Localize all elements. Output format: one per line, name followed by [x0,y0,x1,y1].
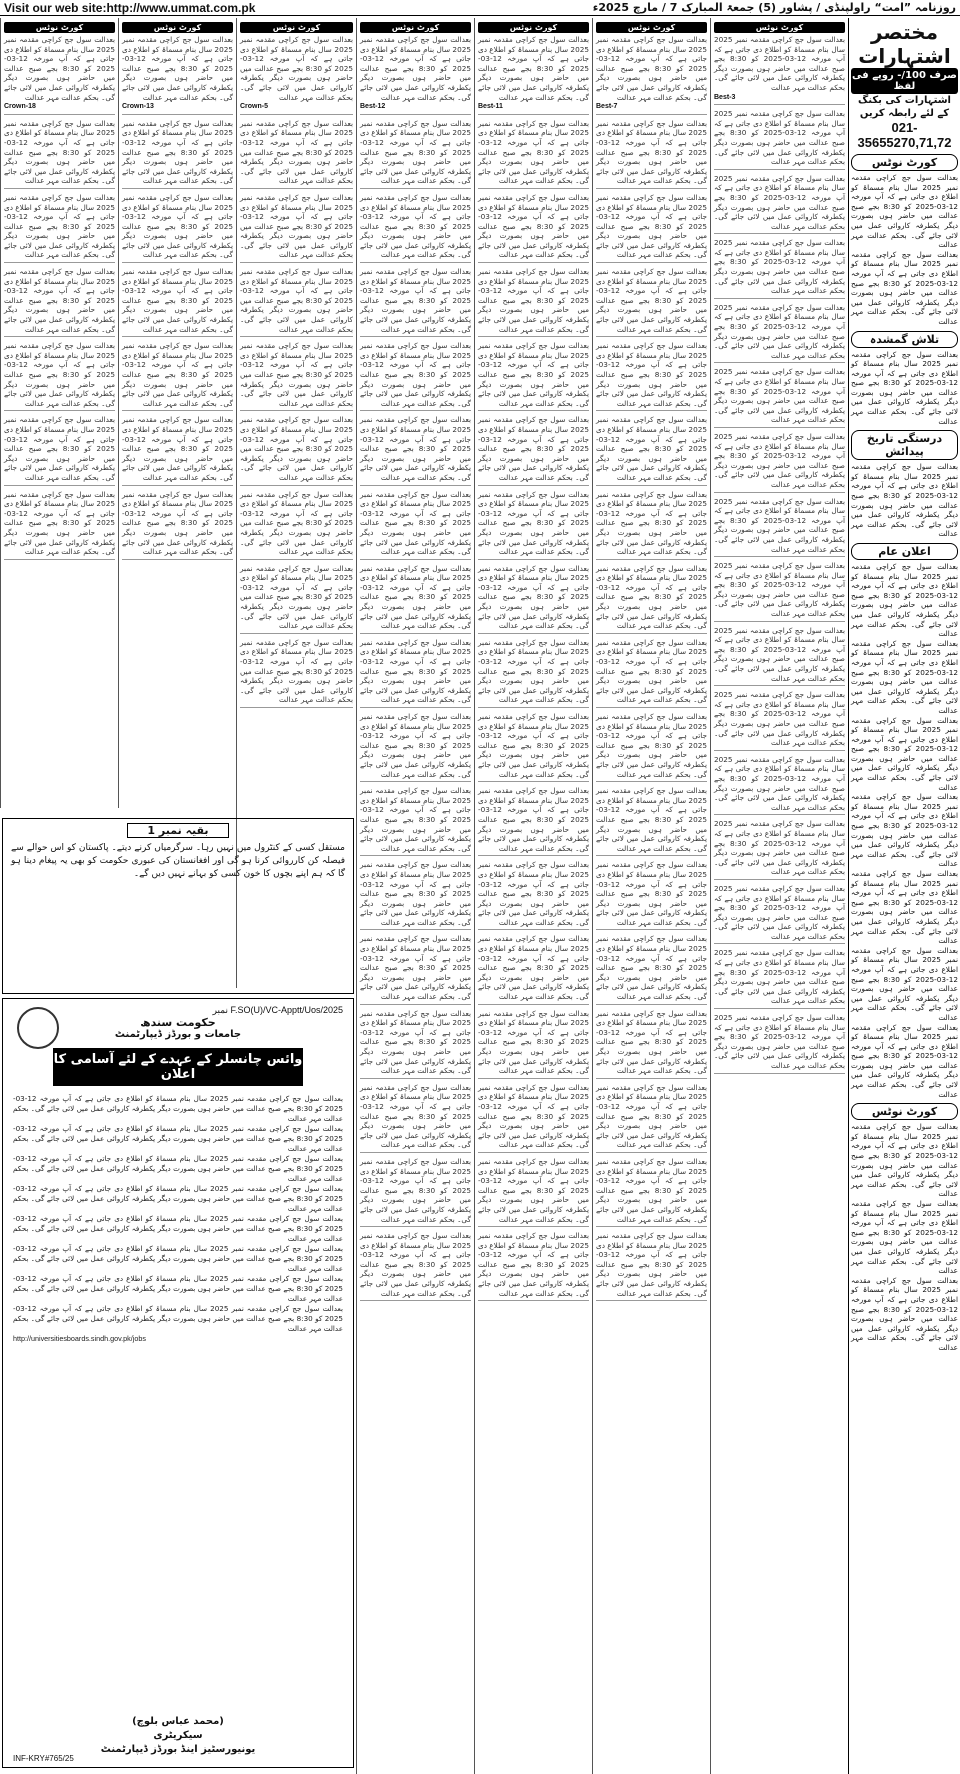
section-court-notice: کورٹ نوٹس [851,1103,958,1120]
court-notice-header: کورٹ نوٹس [240,22,353,33]
section-general: اعلان عام [851,543,958,560]
notice: بعدالت سول جج کراچی مقدمہ نمبر 2025 سال بنام مسماۃ کو اطلاع دی جاتی ہے کہ آپ مورخہ 12-03-2025 کو 8:30 بجے صبح عدالت میں حاضر ہوں بصورت دیگر یکطرفہ کاروائی عمل میں لائی جائے گی۔ بحکم عدالت مہر عدالت [596,119,707,189]
notice: بعدالت سول جج کراچی مقدمہ نمبر 2025 سال بنام مسماۃ کو اطلاع دی جاتی ہے کہ آپ مورخہ 12-03-2025 کو 8:30 بجے صبح عدالت میں حاضر ہوں بصورت دیگر یکطرفہ کاروائی عمل میں لائی جائے گی۔ بحکم عدالت مہر عدالت [714,367,845,428]
notice: بعدالت سول جج کراچی مقدمہ نمبر 2025 سال بنام مسماۃ کو اطلاع دی جاتی ہے کہ آپ مورخہ 12-03-2025 کو 8:30 بجے صبح عدالت میں حاضر ہوں بصورت دیگر یکطرفہ کاروائی عمل میں لائی جائے گی۔ بحکم عدالت مہر عدالت [596,193,707,263]
notice: بعدالت سول جج کراچی مقدمہ نمبر 2025 سال بنام مسماۃ کو اطلاع دی جاتی ہے کہ آپ مورخہ 12-03-2025 کو 8:30 بجے صبح عدالت میں حاضر ہوں بصورت دیگر یکطرفہ کاروائی عمل میں لائی جائے گی۔ بحکم عدالت مہر عدالت [478,934,589,1004]
signature-block [13,1715,343,1757]
classifieds-title: مختصر اشتہارات [858,20,951,68]
column-5 [474,18,592,1774]
top-bar [0,0,960,16]
classified-body: بعدالت سول جج کراچی مقدمہ نمبر 2025 سال بنام مسماۃ کو اطلاع دی جاتی ہے کہ آپ مورخہ 12-03-2025 کو 8:30 بجے صبح عدالت میں حاضر ہوں بصورت دیگر یکطرفہ کاروائی عمل میں لائی جائے گی۔ بحکم عدالت مہر عدالت [851,1022,959,1099]
notice: بعدالت سول جج کراچی مقدمہ نمبر 2025 سال بنام مسماۃ کو اطلاع دی جاتی ہے کہ آپ مورخہ 12-03-2025 کو 8:30 بجے صبح عدالت میں حاضر ہوں بصورت دیگر یکطرفہ کاروائی عمل میں لائی جائے گی۔ بحکم عدالت مہر عدالت [360,415,471,485]
notice: بعدالت سول جج کراچی مقدمہ نمبر 2025 سال بنام مسماۃ کو اطلاع دی جاتی ہے کہ آپ مورخہ 12-03-2025 کو 8:30 بجے صبح عدالت میں حاضر ہوں بصورت دیگر یکطرفہ کاروائی عمل میں لائی جائے گی۔ بحکم عدالت مہر عدالت [596,1083,707,1153]
department-name: جامعات و بورڈز ڈیپارٹمنٹ [114,1029,242,1040]
notice: بعدالت سول جج کراچی مقدمہ نمبر 2025 سال بنام مسماۃ کو اطلاع دی جاتی ہے کہ آپ مورخہ 12-03-2025 کو 8:30 بجے صبح عدالت میں حاضر ہوں بصورت دیگر یکطرفہ کاروائی عمل میں لائی جائے گی۔ بحکم عدالت مہر عدالت [240,267,353,337]
notice: بعدالت سول جج کراچی مقدمہ نمبر 2025 سال بنام مسماۃ کو اطلاع دی جاتی ہے کہ آپ مورخہ 12-03-2025 کو 8:30 بجے صبح عدالت میں حاضر ہوں بصورت دیگر یکطرفہ کاروائی عمل میں لائی جائے گی۔ بحکم عدالت مہر عدالت Best-12 [360,35,471,115]
classified-body: بعدالت سول جج کراچی مقدمہ نمبر 2025 سال بنام مسماۃ کو اطلاع دی جاتی ہے کہ آپ مورخہ 12-03-2025 کو 8:30 بجے صبح عدالت میں حاضر ہوں بصورت دیگر یکطرفہ کاروائی عمل میں لائی جائے گی۔ بحکم عدالت مہر عدالت [851,1199,959,1276]
notice: بعدالت سول جج کراچی مقدمہ نمبر 2025 سال بنام مسماۃ کو اطلاع دی جاتی ہے کہ آپ مورخہ 12-03-2025 کو 8:30 بجے صبح عدالت میں حاضر ہوں بصورت دیگر یکطرفہ کاروائی عمل میں لائی جائے گی۔ بحکم عدالت مہر عدالت [4,415,115,485]
signer-department: یونیورسٹیز اینڈ بورڈز ڈیپارٹمنٹ [100,1744,256,1755]
classified-body: بعدالت سول جج کراچی مقدمہ نمبر 2025 سال بنام مسماۃ کو اطلاع دی جاتی ہے کہ آپ مورخہ 12-03-2025 کو 8:30 بجے صبح عدالت میں حاضر ہوں بصورت دیگر یکطرفہ کاروائی عمل میں لائی جائے گی۔ بحکم عدالت مہر عدالت [851,349,959,426]
classifieds-contact: اشتہارات کی بکنگ کے لئے رابطہ کریں [858,95,951,119]
court-notice-header: کورٹ نوٹس [122,22,233,33]
notice: بعدالت سول جج کراچی مقدمہ نمبر 2025 سال بنام مسماۃ کو اطلاع دی جاتی ہے کہ آپ مورخہ 12-03-2025 کو 8:30 بجے صبح عدالت میں حاضر ہوں بصورت دیگر یکطرفہ کاروائی عمل میں لائی جائے گی۔ بحکم عدالت مہر عدالت [240,119,353,189]
ad-text: بعدالت سول جج کراچی مقدمہ نمبر 2025 سال بنام مسماۃ کو اطلاع دی جاتی ہے کہ آپ مورخہ 12-03-2025 کو 8:30 بجے صبح عدالت میں حاضر ہوں بصورت دیگر یکطرفہ کاروائی عمل میں لائی جائے گی۔ بحکم عدالت مہر عدالت [13,1094,343,1123]
notice: بعدالت سول جج کراچی مقدمہ نمبر 2025 سال بنام مسماۃ کو اطلاع دی جاتی ہے کہ آپ مورخہ 12-03-2025 کو 8:30 بجے صبح عدالت میں حاضر ہوں بصورت دیگر یکطرفہ کاروائی عمل میں لائی جائے گی۔ بحکم عدالت مہر عدالت [240,564,353,634]
notice: بعدالت سول جج کراچی مقدمہ نمبر 2025 سال بنام مسماۃ کو اطلاع دی جاتی ہے کہ آپ مورخہ 12-03-2025 کو 8:30 بجے صبح عدالت میں حاضر ہوں بصورت دیگر یکطرفہ کاروائی عمل میں لائی جائے گی۔ بحکم عدالت مہر عدالت [714,755,845,816]
notice: بعدالت سول جج کراچی مقدمہ نمبر 2025 سال بنام مسماۃ کو اطلاع دی جاتی ہے کہ آپ مورخہ 12-03-2025 کو 8:30 بجے صبح عدالت میں حاضر ہوں بصورت دیگر یکطرفہ کاروائی عمل میں لائی جائے گی۔ بحکم عدالت مہر عدالت [240,490,353,560]
court-notice-header: کورٹ نوٹس [360,22,471,33]
notice: بعدالت سول جج کراچی مقدمہ نمبر 2025 سال بنام مسماۃ کو اطلاع دی جاتی ہے کہ آپ مورخہ 12-03-2025 کو 8:30 بجے صبح عدالت میں حاضر ہوں بصورت دیگر یکطرفہ کاروائی عمل میں لائی جائے گی۔ بحکم عدالت مہر عدالت [596,860,707,930]
notice: بعدالت سول جج کراچی مقدمہ نمبر 2025 سال بنام مسماۃ کو اطلاع دی جاتی ہے کہ آپ مورخہ 12-03-2025 کو 8:30 بجے صبح عدالت میں حاضر ہوں بصورت دیگر یکطرفہ کاروائی عمل میں لائی جائے گی۔ بحکم عدالت مہر عدالت [122,267,233,337]
ad-text: بعدالت سول جج کراچی مقدمہ نمبر 2025 سال بنام مسماۃ کو اطلاع دی جاتی ہے کہ آپ مورخہ 12-03-2025 کو 8:30 بجے صبح عدالت میں حاضر ہوں بصورت دیگر یکطرفہ کاروائی عمل میں لائی جائے گی۔ بحکم عدالت مہر عدالت [13,1274,343,1303]
notice: بعدالت سول جج کراچی مقدمہ نمبر 2025 سال بنام مسماۃ کو اطلاع دی جاتی ہے کہ آپ مورخہ 12-03-2025 کو 8:30 بجے صبح عدالت میں حاضر ہوں بصورت دیگر یکطرفہ کاروائی عمل میں لائی جائے گی۔ بحکم عدالت مہر عدالت [360,712,471,782]
notice: بعدالت سول جج کراچی مقدمہ نمبر 2025 سال بنام مسماۃ کو اطلاع دی جاتی ہے کہ آپ مورخہ 12-03-2025 کو 8:30 بجے صبح عدالت میں حاضر ہوں بصورت دیگر یکطرفہ کاروائی عمل میں لائی جائے گی۔ بحکم عدالت مہر عدالت [596,1009,707,1079]
notice: بعدالت سول جج کراچی مقدمہ نمبر 2025 سال بنام مسماۃ کو اطلاع دی جاتی ہے کہ آپ مورخہ 12-03-2025 کو 8:30 بجے صبح عدالت میں حاضر ہوں بصورت دیگر یکطرفہ کاروائی عمل میں لائی جائے گی۔ بحکم عدالت مہر عدالت [478,1009,589,1079]
notice: بعدالت سول جج کراچی مقدمہ نمبر 2025 سال بنام مسماۃ کو اطلاع دی جاتی ہے کہ آپ مورخہ 12-03-2025 کو 8:30 بجے صبح عدالت میں حاضر ہوں بصورت دیگر یکطرفہ کاروائی عمل میں لائی جائے گی۔ بحکم عدالت مہر عدالت [596,934,707,1004]
notice: بعدالت سول جج کراچی مقدمہ نمبر 2025 سال بنام مسماۃ کو اطلاع دی جاتی ہے کہ آپ مورخہ 12-03-2025 کو 8:30 بجے صبح عدالت میں حاضر ہوں بصورت دیگر یکطرفہ کاروائی عمل میں لائی جائے گی۔ بحکم عدالت مہر عدالت [360,1231,471,1301]
court-notice-header: کورٹ نوٹس [4,22,115,33]
column-4 [356,18,474,1774]
ad-text: بعدالت سول جج کراچی مقدمہ نمبر 2025 سال بنام مسماۃ کو اطلاع دی جاتی ہے کہ آپ مورخہ 12-03-2025 کو 8:30 بجے صبح عدالت میں حاضر ہوں بصورت دیگر یکطرفہ کاروائی عمل میں لائی جائے گی۔ بحکم عدالت مہر عدالت [13,1304,343,1333]
notice: بعدالت سول جج کراچی مقدمہ نمبر 2025 سال بنام مسماۃ کو اطلاع دی جاتی ہے کہ آپ مورخہ 12-03-2025 کو 8:30 بجے صبح عدالت میں حاضر ہوں بصورت دیگر یکطرفہ کاروائی عمل میں لائی جائے گی۔ بحکم عدالت مہر عدالت [596,564,707,634]
sindh-seal-icon [17,1007,59,1049]
notice: بعدالت سول جج کراچی مقدمہ نمبر 2025 سال بنام مسماۃ کو اطلاع دی جاتی ہے کہ آپ مورخہ 12-03-2025 کو 8:30 بجے صبح عدالت میں حاضر ہوں بصورت دیگر یکطرفہ کاروائی عمل میں لائی جائے گی۔ بحکم عدالت مہر عدالت [360,267,471,337]
classified-body: بعدالت سول جج کراچی مقدمہ نمبر 2025 سال بنام مسماۃ کو اطلاع دی جاتی ہے کہ آپ مورخہ 12-03-2025 کو 8:30 بجے صبح عدالت میں حاضر ہوں بصورت دیگر یکطرفہ کاروائی عمل میں لائی جائے گی۔ بحکم عدالت مہر عدالت [851,562,959,639]
notice: بعدالت سول جج کراچی مقدمہ نمبر 2025 سال بنام مسماۃ کو اطلاع دی جاتی ہے کہ آپ مورخہ 12-03-2025 کو 8:30 بجے صبح عدالت میں حاضر ہوں بصورت دیگر یکطرفہ کاروائی عمل میں لائی جائے گی۔ بحکم عدالت مہر عدالت [478,193,589,263]
notice: بعدالت سول جج کراچی مقدمہ نمبر 2025 سال بنام مسماۃ کو اطلاع دی جاتی ہے کہ آپ مورخہ 12-03-2025 کو 8:30 بجے صبح عدالت میں حاضر ہوں بصورت دیگر یکطرفہ کاروائی عمل میں لائی جائے گی۔ بحکم عدالت مہر عدالت [240,638,353,708]
notice: بعدالت سول جج کراچی مقدمہ نمبر 2025 سال بنام مسماۃ کو اطلاع دی جاتی ہے کہ آپ مورخہ 12-03-2025 کو 8:30 بجے صبح عدالت میں حاضر ہوں بصورت دیگر یکطرفہ کاروائی عمل میں لائی جائے گی۔ بحکم عدالت مہر عدالت [360,193,471,263]
notice: بعدالت سول جج کراچی مقدمہ نمبر 2025 سال بنام مسماۃ کو اطلاع دی جاتی ہے کہ آپ مورخہ 12-03-2025 کو 8:30 بجے صبح عدالت میں حاضر ہوں بصورت دیگر یکطرفہ کاروائی عمل میں لائی جائے گی۔ بحکم عدالت مہر عدالت [714,948,845,1009]
classified-body: بعدالت سول جج کراچی مقدمہ نمبر 2025 سال بنام مسماۃ کو اطلاع دی جاتی ہے کہ آپ مورخہ 12-03-2025 کو 8:30 بجے صبح عدالت میں حاضر ہوں بصورت دیگر یکطرفہ کاروائی عمل میں لائی جائے گی۔ بحکم عدالت مہر عدالت [851,945,959,1022]
notice: بعدالت سول جج کراچی مقدمہ نمبر 2025 سال بنام مسماۃ کو اطلاع دی جاتی ہے کہ آپ مورخہ 12-03-2025 کو 8:30 بجے صبح عدالت میں حاضر ہوں بصورت دیگر یکطرفہ کاروائی عمل میں لائی جائے گی۔ بحکم عدالت مہر عدالت [478,267,589,337]
classifieds-phone: 021-35655270,71,72 [857,120,952,150]
court-notice-header: کورٹ نوٹس [714,22,845,33]
notice: بعدالت سول جج کراچی مقدمہ نمبر 2025 سال بنام مسماۃ کو اطلاع دی جاتی ہے کہ آپ مورخہ 12-03-2025 کو 8:30 بجے صبح عدالت میں حاضر ہوں بصورت دیگر یکطرفہ کاروائی عمل میں لائی جائے گی۔ بحکم عدالت مہر عدالت [714,238,845,299]
notice: بعدالت سول جج کراچی مقدمہ نمبر 2025 سال بنام مسماۃ کو اطلاع دی جاتی ہے کہ آپ مورخہ 12-03-2025 کو 8:30 بجے صبح عدالت میں حاضر ہوں بصورت دیگر یکطرفہ کاروائی عمل میں لائی جائے گی۔ بحکم عدالت مہر عدالت [360,786,471,856]
ad-text: بعدالت سول جج کراچی مقدمہ نمبر 2025 سال بنام مسماۃ کو اطلاع دی جاتی ہے کہ آپ مورخہ 12-03-2025 کو 8:30 بجے صبح عدالت میں حاضر ہوں بصورت دیگر یکطرفہ کاروائی عمل میں لائی جائے گی۔ بحکم عدالت مہر عدالت [13,1244,343,1273]
notice: بعدالت سول جج کراچی مقدمہ نمبر 2025 سال بنام مسماۃ کو اطلاع دی جاتی ہے کہ آپ مورخہ 12-03-2025 کو 8:30 بجے صبح عدالت میں حاضر ہوں بصورت دیگر یکطرفہ کاروائی عمل میں لائی جائے گی۔ بحکم عدالت مہر عدالت [596,1231,707,1301]
government-name: حکومت سندھ [140,1016,216,1029]
notice: بعدالت سول جج کراچی مقدمہ نمبر 2025 سال بنام مسماۃ کو اطلاع دی جاتی ہے کہ آپ مورخہ 12-03-2025 کو 8:30 بجے صبح عدالت میں حاضر ہوں بصورت دیگر یکطرفہ کاروائی عمل میں لائی جائے گی۔ بحکم عدالت مہر عدالت [4,193,115,263]
continued-title: بقیہ نمبر 1 [127,823,229,838]
column-7 [710,18,848,1774]
notice: بعدالت سول جج کراچی مقدمہ نمبر 2025 سال بنام مسماۃ کو اطلاع دی جاتی ہے کہ آپ مورخہ 12-03-2025 کو 8:30 بجے صبح عدالت میں حاضر ہوں بصورت دیگر یکطرفہ کاروائی عمل میں لائی جائے گی۔ بحکم عدالت مہر عدالت [714,303,845,364]
classified-body: بعدالت سول جج کراچی مقدمہ نمبر 2025 سال بنام مسماۃ کو اطلاع دی جاتی ہے کہ آپ مورخہ 12-03-2025 کو 8:30 بجے صبح عدالت میں حاضر ہوں بصورت دیگر یکطرفہ کاروائی عمل میں لائی جائے گی۔ بحکم عدالت مہر عدالت [851,869,959,946]
notice: بعدالت سول جج کراچی مقدمہ نمبر 2025 سال بنام مسماۃ کو اطلاع دی جاتی ہے کہ آپ مورخہ 12-03-2025 کو 8:30 بجے صبح عدالت میں حاضر ہوں بصورت دیگر یکطرفہ کاروائی عمل میں لائی جائے گی۔ بحکم عدالت مہر عدالت [596,712,707,782]
notice: بعدالت سول جج کراچی مقدمہ نمبر 2025 سال بنام مسماۃ کو اطلاع دی جاتی ہے کہ آپ مورخہ 12-03-2025 کو 8:30 بجے صبح عدالت میں حاضر ہوں بصورت دیگر یکطرفہ کاروائی عمل میں لائی جائے گی۔ بحکم عدالت مہر عدالت [478,1157,589,1227]
notice: بعدالت سول جج کراچی مقدمہ نمبر 2025 سال بنام مسماۃ کو اطلاع دی جاتی ہے کہ آپ مورخہ 12-03-2025 کو 8:30 بجے صبح عدالت میں حاضر ہوں بصورت دیگر یکطرفہ کاروائی عمل میں لائی جائے گی۔ بحکم عدالت مہر عدالت Best-11 [478,35,589,115]
court-notice-header: کورٹ نوٹس [596,22,707,33]
classified-body: بعدالت سول جج کراچی مقدمہ نمبر 2025 سال بنام مسماۃ کو اطلاع دی جاتی ہے کہ آپ مورخہ 12-03-2025 کو 8:30 بجے صبح عدالت میں حاضر ہوں بصورت دیگر یکطرفہ کاروائی عمل میں لائی جائے گی۔ بحکم عدالت مہر عدالت [851,638,959,715]
notice: بعدالت سول جج کراچی مقدمہ نمبر 2025 سال بنام مسماۃ کو اطلاع دی جاتی ہے کہ آپ مورخہ 12-03-2025 کو 8:30 بجے صبح عدالت میں حاضر ہوں بصورت دیگر یکطرفہ کاروائی عمل میں لائی جائے گی۔ بحکم عدالت مہر عدالت [714,432,845,493]
notice: بعدالت سول جج کراچی مقدمہ نمبر 2025 سال بنام مسماۃ کو اطلاع دی جاتی ہے کہ آپ مورخہ 12-03-2025 کو 8:30 بجے صبح عدالت میں حاضر ہوں بصورت دیگر یکطرفہ کاروائی عمل میں لائی جائے گی۔ بحکم عدالت مہر عدالت [122,415,233,485]
classified-body: بعدالت سول جج کراچی مقدمہ نمبر 2025 سال بنام مسماۃ کو اطلاع دی جاتی ہے کہ آپ مورخہ 12-03-2025 کو 8:30 بجے صبح عدالت میں حاضر ہوں بصورت دیگر یکطرفہ کاروائی عمل میں لائی جائے گی۔ بحکم عدالت مہر عدالت [851,1275,959,1352]
notice: بعدالت سول جج کراچی مقدمہ نمبر 2025 سال بنام مسماۃ کو اطلاع دی جاتی ہے کہ آپ مورخہ 12-03-2025 کو 8:30 بجے صبح عدالت میں حاضر ہوں بصورت دیگر یکطرفہ کاروائی عمل میں لائی جائے گی۔ بحکم عدالت مہر عدالت [478,1231,589,1301]
notice: بعدالت سول جج کراچی مقدمہ نمبر 2025 سال بنام مسماۃ کو اطلاع دی جاتی ہے کہ آپ مورخہ 12-03-2025 کو 8:30 بجے صبح عدالت میں حاضر ہوں بصورت دیگر یکطرفہ کاروائی عمل میں لائی جائے گی۔ بحکم عدالت مہر عدالت [596,415,707,485]
ad-reference: نمبر F.SO(U)/VC-Apptt/Uos/2025 [212,1005,343,1015]
notice: بعدالت سول جج کراچی مقدمہ نمبر 2025 سال بنام مسماۃ کو اطلاع دی جاتی ہے کہ آپ مورخہ 12-03-2025 کو 8:30 بجے صبح عدالت میں حاضر ہوں بصورت دیگر یکطرفہ کاروائی عمل میں لائی جائے گی۔ بحکم عدالت مہر عدالت [360,638,471,708]
notice: بعدالت سول جج کراچی مقدمہ نمبر 2025 سال بنام مسماۃ کو اطلاع دی جاتی ہے کہ آپ مورخہ 12-03-2025 کو 8:30 بجے صبح عدالت میں حاضر ہوں بصورت دیگر یکطرفہ کاروائی عمل میں لائی جائے گی۔ بحکم عدالت مہر عدالت [478,638,589,708]
notice: بعدالت سول جج کراچی مقدمہ نمبر 2025 سال بنام مسماۃ کو اطلاع دی جاتی ہے کہ آپ مورخہ 12-03-2025 کو 8:30 بجے صبح عدالت میں حاضر ہوں بصورت دیگر یکطرفہ کاروائی عمل میں لائی جائے گی۔ بحکم عدالت مہر عدالت Crown-13 [122,35,233,115]
classifieds-price: صرف 100/- روپے فی لفظ [852,70,957,92]
ad-text: بعدالت سول جج کراچی مقدمہ نمبر 2025 سال بنام مسماۃ کو اطلاع دی جاتی ہے کہ آپ مورخہ 12-03-2025 کو 8:30 بجے صبح عدالت میں حاضر ہوں بصورت دیگر یکطرفہ کاروائی عمل میں لائی جائے گی۔ بحکم عدالت مہر عدالت [13,1124,343,1153]
notice: بعدالت سول جج کراچی مقدمہ نمبر 2025 سال بنام مسماۃ کو اطلاع دی جاتی ہے کہ آپ مورخہ 12-03-2025 کو 8:30 بجے صبح عدالت میں حاضر ہوں بصورت دیگر یکطرفہ کاروائی عمل میں لائی جائے گی۔ بحکم عدالت مہر عدالت [478,712,589,782]
notice: بعدالت سول جج کراچی مقدمہ نمبر 2025 سال بنام مسماۃ کو اطلاع دی جاتی ہے کہ آپ مورخہ 12-03-2025 کو 8:30 بجے صبح عدالت میں حاضر ہوں بصورت دیگر یکطرفہ کاروائی عمل میں لائی جائے گی۔ بحکم عدالت مہر عدالت [240,415,353,485]
notice: بعدالت سول جج کراچی مقدمہ نمبر 2025 سال بنام مسماۃ کو اطلاع دی جاتی ہے کہ آپ مورخہ 12-03-2025 کو 8:30 بجے صبح عدالت میں حاضر ہوں بصورت دیگر یکطرفہ کاروائی عمل میں لائی جائے گی۔ بحکم عدالت مہر عدالت [360,860,471,930]
notice: بعدالت سول جج کراچی مقدمہ نمبر 2025 سال بنام مسماۃ کو اطلاع دی جاتی ہے کہ آپ مورخہ 12-03-2025 کو 8:30 بجے صبح عدالت میں حاضر ہوں بصورت دیگر یکطرفہ کاروائی عمل میں لائی جائے گی۔ بحکم عدالت مہر عدالت Crown-5 [240,35,353,115]
signer-name: (محمد عباس بلوچ) [132,1716,224,1727]
notice: بعدالت سول جج کراچی مقدمہ نمبر 2025 سال بنام مسماۃ کو اطلاع دی جاتی ہے کہ آپ مورخہ 12-03-2025 کو 8:30 بجے صبح عدالت میں حاضر ہوں بصورت دیگر یکطرفہ کاروائی عمل میں لائی جائے گی۔ بحکم عدالت مہر عدالت [714,109,845,170]
court-notice-header: کورٹ نوٹس [478,22,589,33]
website-url[interactable]: Visit our web site:http://www.ummat.com.pk [4,0,256,15]
inf-number: INF-KRY#765/25 [13,1754,74,1763]
column-6 [592,18,710,1774]
notice: بعدالت سول جج کراچی مقدمہ نمبر 2025 سال بنام مسماۃ کو اطلاع دی جاتی ہے کہ آپ مورخہ 12-03-2025 کو 8:30 بجے صبح عدالت میں حاضر ہوں بصورت دیگر یکطرفہ کاروائی عمل میں لائی جائے گی۔ بحکم عدالت مہر عدالت [596,638,707,708]
classified-body: بعدالت سول جج کراچی مقدمہ نمبر 2025 سال بنام مسماۃ کو اطلاع دی جاتی ہے کہ آپ مورخہ 12-03-2025 کو 8:30 بجے صبح عدالت میں حاضر ہوں بصورت دیگر یکطرفہ کاروائی عمل میں لائی جائے گی۔ بحکم عدالت مہر عدالت [851,1122,959,1199]
notice: بعدالت سول جج کراچی مقدمہ نمبر 2025 سال بنام مسماۃ کو اطلاع دی جاتی ہے کہ آپ مورخہ 12-03-2025 کو 8:30 بجے صبح عدالت میں حاضر ہوں بصورت دیگر یکطرفہ کاروائی عمل میں لائی جائے گی۔ بحکم عدالت مہر عدالت [4,119,115,189]
signer-title: سیکریٹری [153,1730,203,1741]
continued-text: مستقل کسی کے کنٹرول میں نہیں رہا۔ سرگرمیاں کرنے دیتے۔ پاکستان کو اس حوالے سے فیصلہ کن کارروائی کرنا ہو گی اور افغانستان کی عبوری حکومت کو بھی یہ پیغام دینا ہو گا کہ ہم اپنے بچوں کا خون کسی کو بہانے نہیں دیں گے۔ [11,843,345,879]
notice: بعدالت سول جج کراچی مقدمہ نمبر 2025 سال بنام مسماۃ کو اطلاع دی جاتی ہے کہ آپ مورخہ 12-03-2025 کو 8:30 بجے صبح عدالت میں حاضر ہوں بصورت دیگر یکطرفہ کاروائی عمل میں لائی جائے گی۔ بحکم عدالت مہر عدالت [714,819,845,880]
ad-text: بعدالت سول جج کراچی مقدمہ نمبر 2025 سال بنام مسماۃ کو اطلاع دی جاتی ہے کہ آپ مورخہ 12-03-2025 کو 8:30 بجے صبح عدالت میں حاضر ہوں بصورت دیگر یکطرفہ کاروائی عمل میں لائی جائے گی۔ بحکم عدالت مہر عدالت [13,1184,343,1213]
section-lost: تلاش گمشدہ [851,331,958,348]
classified-body: بعدالت سول جج کراچی مقدمہ نمبر 2025 سال بنام مسماۃ کو اطلاع دی جاتی ہے کہ آپ مورخہ 12-03-2025 کو 8:30 بجے صبح عدالت میں حاضر ہوں بصورت دیگر یکطرفہ کاروائی عمل میں لائی جائے گی۔ بحکم عدالت مہر عدالت [851,792,959,869]
masthead: روزنامہ ”امت“ راولپنڈی / پشاور (5) جمعۃ المبارک 7 / مارچ 2025ء [592,1,956,14]
notice: بعدالت سول جج کراچی مقدمہ نمبر 2025 سال بنام مسماۃ کو اطلاع دی جاتی ہے کہ آپ مورخہ 12-03-2025 کو 8:30 بجے صبح عدالت میں حاضر ہوں بصورت دیگر یکطرفہ کاروائی عمل میں لائی جائے گی۔ بحکم عدالت مہر عدالت Crown-18 [4,35,115,115]
notice: بعدالت سول جج کراچی مقدمہ نمبر 2025 سال بنام مسماۃ کو اطلاع دی جاتی ہے کہ آپ مورخہ 12-03-2025 کو 8:30 بجے صبح عدالت میں حاضر ہوں بصورت دیگر یکطرفہ کاروائی عمل میں لائی جائے گی۔ بحکم عدالت مہر عدالت [478,119,589,189]
government-ad [2,998,354,1768]
continued-box [2,818,354,994]
notice: بعدالت سول جج کراچی مقدمہ نمبر 2025 سال بنام مسماۃ کو اطلاع دی جاتی ہے کہ آپ مورخہ 12-03-2025 کو 8:30 بجے صبح عدالت میں حاضر ہوں بصورت دیگر یکطرفہ کاروائی عمل میں لائی جائے گی۔ بحکم عدالت مہر عدالت Best-7 [596,35,707,115]
notice: بعدالت سول جج کراچی مقدمہ نمبر 2025 سال بنام مسماۃ کو اطلاع دی جاتی ہے کہ آپ مورخہ 12-03-2025 کو 8:30 بجے صبح عدالت میں حاضر ہوں بصورت دیگر یکطرفہ کاروائی عمل میں لائی جائے گی۔ بحکم عدالت مہر عدالت [714,174,845,235]
notice: بعدالت سول جج کراچی مقدمہ نمبر 2025 سال بنام مسماۃ کو اطلاع دی جاتی ہے کہ آپ مورخہ 12-03-2025 کو 8:30 بجے صبح عدالت میں حاضر ہوں بصورت دیگر یکطرفہ کاروائی عمل میں لائی جائے گی۔ بحکم عدالت مہر عدالت [240,341,353,411]
notice: بعدالت سول جج کراچی مقدمہ نمبر 2025 سال بنام مسماۃ کو اطلاع دی جاتی ہے کہ آپ مورخہ 12-03-2025 کو 8:30 بجے صبح عدالت میں حاضر ہوں بصورت دیگر یکطرفہ کاروائی عمل میں لائی جائے گی۔ بحکم عدالت مہر عدالت [360,1083,471,1153]
section-court-notice: کورٹ نوٹس [851,154,958,171]
classified-body: بعدالت سول جج کراچی مقدمہ نمبر 2025 سال بنام مسماۃ کو اطلاع دی جاتی ہے کہ آپ مورخہ 12-03-2025 کو 8:30 بجے صبح عدالت میں حاضر ہوں بصورت دیگر یکطرفہ کاروائی عمل میں لائی جائے گی۔ بحکم عدالت مہر عدالت [851,462,959,539]
newspaper-page [0,18,960,1774]
notice: بعدالت سول جج کراچی مقدمہ نمبر 2025 سال بنام مسماۃ کو اطلاع دی جاتی ہے کہ آپ مورخہ 12-03-2025 کو 8:30 بجے صبح عدالت میں حاضر ہوں بصورت دیگر یکطرفہ کاروائی عمل میں لائی جائے گی۔ بحکم عدالت مہر عدالت [122,490,233,560]
section-dob: درستگی تاریخ پیدائش [851,430,958,460]
ad-text: بعدالت سول جج کراچی مقدمہ نمبر 2025 سال بنام مسماۃ کو اطلاع دی جاتی ہے کہ آپ مورخہ 12-03-2025 کو 8:30 بجے صبح عدالت میں حاضر ہوں بصورت دیگر یکطرفہ کاروائی عمل میں لائی جائے گی۔ بحکم عدالت مہر عدالت [13,1214,343,1243]
notice: بعدالت سول جج کراچی مقدمہ نمبر 2025 سال بنام مسماۃ کو اطلاع دی جاتی ہے کہ آپ مورخہ 12-03-2025 کو 8:30 بجے صبح عدالت میں حاضر ہوں بصورت دیگر یکطرفہ کاروائی عمل میں لائی جائے گی۔ بحکم عدالت مہر عدالت [360,564,471,634]
notice: بعدالت سول جج کراچی مقدمہ نمبر 2025 سال بنام مسماۃ کو اطلاع دی جاتی ہے کہ آپ مورخہ 12-03-2025 کو 8:30 بجے صبح عدالت میں حاضر ہوں بصورت دیگر یکطرفہ کاروائی عمل میں لائی جائے گی۔ بحکم عدالت مہر عدالت [360,341,471,411]
classified-body: بعدالت سول جج کراچی مقدمہ نمبر 2025 سال بنام مسماۃ کو اطلاع دی جاتی ہے کہ آپ مورخہ 12-03-2025 کو 8:30 بجے صبح عدالت میں حاضر ہوں بصورت دیگر یکطرفہ کاروائی عمل میں لائی جائے گی۔ بحکم عدالت مہر عدالت [851,249,959,326]
notice: بعدالت سول جج کراچی مقدمہ نمبر 2025 سال بنام مسماۃ کو اطلاع دی جاتی ہے کہ آپ مورخہ 12-03-2025 کو 8:30 بجے صبح عدالت میں حاضر ہوں بصورت دیگر یکطرفہ کاروائی عمل میں لائی جائے گی۔ بحکم عدالت مہر عدالت [478,1083,589,1153]
column-1 [0,18,118,808]
notice: بعدالت سول جج کراچی مقدمہ نمبر 2025 سال بنام مسماۃ کو اطلاع دی جاتی ہے کہ آپ مورخہ 12-03-2025 کو 8:30 بجے صبح عدالت میں حاضر ہوں بصورت دیگر یکطرفہ کاروائی عمل میں لائی جائے گی۔ بحکم عدالت مہر عدالت [714,626,845,687]
notice: بعدالت سول جج کراچی مقدمہ نمبر 2025 سال بنام مسماۃ کو اطلاع دی جاتی ہے کہ آپ مورخہ 12-03-2025 کو 8:30 بجے صبح عدالت میں حاضر ہوں بصورت دیگر یکطرفہ کاروائی عمل میں لائی جائے گی۔ بحکم عدالت مہر عدالت [714,497,845,558]
classified-body: بعدالت سول جج کراچی مقدمہ نمبر 2025 سال بنام مسماۃ کو اطلاع دی جاتی ہے کہ آپ مورخہ 12-03-2025 کو 8:30 بجے صبح عدالت میں حاضر ہوں بصورت دیگر یکطرفہ کاروائی عمل میں لائی جائے گی۔ بحکم عدالت مہر عدالت [851,173,959,250]
notice: بعدالت سول جج کراچی مقدمہ نمبر 2025 سال بنام مسماۃ کو اطلاع دی جاتی ہے کہ آپ مورخہ 12-03-2025 کو 8:30 بجے صبح عدالت میں حاضر ہوں بصورت دیگر یکطرفہ کاروائی عمل میں لائی جائے گی۔ بحکم عدالت مہر عدالت [478,341,589,411]
notice: بعدالت سول جج کراچی مقدمہ نمبر 2025 سال بنام مسماۃ کو اطلاع دی جاتی ہے کہ آپ مورخہ 12-03-2025 کو 8:30 بجے صبح عدالت میں حاضر ہوں بصورت دیگر یکطرفہ کاروائی عمل میں لائی جائے گی۔ بحکم عدالت مہر عدالت [122,341,233,411]
notice: بعدالت سول جج کراچی مقدمہ نمبر 2025 سال بنام مسماۃ کو اطلاع دی جاتی ہے کہ آپ مورخہ 12-03-2025 کو 8:30 بجے صبح عدالت میں حاضر ہوں بصورت دیگر یکطرفہ کاروائی عمل میں لائی جائے گی۔ بحکم عدالت مہر عدالت [360,1009,471,1079]
notice: بعدالت سول جج کراچی مقدمہ نمبر 2025 سال بنام مسماۃ کو اطلاع دی جاتی ہے کہ آپ مورخہ 12-03-2025 کو 8:30 بجے صبح عدالت میں حاضر ہوں بصورت دیگر یکطرفہ کاروائی عمل میں لائی جائے گی۔ بحکم عدالت مہر عدالت [122,193,233,263]
notice: بعدالت سول جج کراچی مقدمہ نمبر 2025 سال بنام مسماۃ کو اطلاع دی جاتی ہے کہ آپ مورخہ 12-03-2025 کو 8:30 بجے صبح عدالت میں حاضر ہوں بصورت دیگر یکطرفہ کاروائی عمل میں لائی جائے گی۔ بحکم عدالت مہر عدالت [4,490,115,560]
notice: بعدالت سول جج کراچی مقدمہ نمبر 2025 سال بنام مسماۃ کو اطلاع دی جاتی ہے کہ آپ مورخہ 12-03-2025 کو 8:30 بجے صبح عدالت میں حاضر ہوں بصورت دیگر یکطرفہ کاروائی عمل میں لائی جائے گی۔ بحکم عدالت مہر عدالت [478,415,589,485]
jobs-website[interactable]: http://universitiesboards.sindh.gov.pk/jobs [13,1334,146,1343]
notice: بعدالت سول جج کراچی مقدمہ نمبر 2025 سال بنام مسماۃ کو اطلاع دی جاتی ہے کہ آپ مورخہ 12-03-2025 کو 8:30 بجے صبح عدالت میں حاضر ہوں بصورت دیگر یکطرفہ کاروائی عمل میں لائی جائے گی۔ بحکم عدالت مہر عدالت [596,1157,707,1227]
notice: بعدالت سول جج کراچی مقدمہ نمبر 2025 سال بنام مسماۃ کو اطلاع دی جاتی ہے کہ آپ مورخہ 12-03-2025 کو 8:30 بجے صبح عدالت میں حاضر ہوں بصورت دیگر یکطرفہ کاروائی عمل میں لائی جائے گی۔ بحکم عدالت مہر عدالت [360,934,471,1004]
notice: بعدالت سول جج کراچی مقدمہ نمبر 2025 سال بنام مسماۃ کو اطلاع دی جاتی ہے کہ آپ مورخہ 12-03-2025 کو 8:30 بجے صبح عدالت میں حاضر ہوں بصورت دیگر یکطرفہ کاروائی عمل میں لائی جائے گی۔ بحکم عدالت مہر عدالت [478,490,589,560]
vacancy-banner: وائس چانسلر کے عہدے کے لئے آسامی کا اعلان [53,1048,303,1086]
notice: بعدالت سول جج کراچی مقدمہ نمبر 2025 سال بنام مسماۃ کو اطلاع دی جاتی ہے کہ آپ مورخہ 12-03-2025 کو 8:30 بجے صبح عدالت میں حاضر ہوں بصورت دیگر یکطرفہ کاروائی عمل میں لائی جائے گی۔ بحکم عدالت مہر عدالت [360,490,471,560]
notice: بعدالت سول جج کراچی مقدمہ نمبر 2025 سال بنام مسماۃ کو اطلاع دی جاتی ہے کہ آپ مورخہ 12-03-2025 کو 8:30 بجے صبح عدالت میں حاضر ہوں بصورت دیگر یکطرفہ کاروائی عمل میں لائی جائے گی۔ بحکم عدالت مہر عدالت [478,564,589,634]
notice: بعدالت سول جج کراچی مقدمہ نمبر 2025 سال بنام مسماۃ کو اطلاع دی جاتی ہے کہ آپ مورخہ 12-03-2025 کو 8:30 بجے صبح عدالت میں حاضر ہوں بصورت دیگر یکطرفہ کاروائی عمل میں لائی جائے گی۔ بحکم عدالت مہر عدالت [714,690,845,751]
notice: بعدالت سول جج کراچی مقدمہ نمبر 2025 سال بنام مسماۃ کو اطلاع دی جاتی ہے کہ آپ مورخہ 12-03-2025 کو 8:30 بجے صبح عدالت میں حاضر ہوں بصورت دیگر یکطرفہ کاروائی عمل میں لائی جائے گی۔ بحکم عدالت مہر عدالت [240,193,353,263]
column-2 [118,18,236,808]
notice: بعدالت سول جج کراچی مقدمہ نمبر 2025 سال بنام مسماۃ کو اطلاع دی جاتی ہے کہ آپ مورخہ 12-03-2025 کو 8:30 بجے صبح عدالت میں حاضر ہوں بصورت دیگر یکطرفہ کاروائی عمل میں لائی جائے گی۔ بحکم عدالت مہر عدالت [714,884,845,945]
notice: بعدالت سول جج کراچی مقدمہ نمبر 2025 سال بنام مسماۃ کو اطلاع دی جاتی ہے کہ آپ مورخہ 12-03-2025 کو 8:30 بجے صبح عدالت میں حاضر ہوں بصورت دیگر یکطرفہ کاروائی عمل میں لائی جائے گی۔ بحکم عدالت مہر عدالت [122,119,233,189]
ad-text: بعدالت سول جج کراچی مقدمہ نمبر 2025 سال بنام مسماۃ کو اطلاع دی جاتی ہے کہ آپ مورخہ 12-03-2025 کو 8:30 بجے صبح عدالت میں حاضر ہوں بصورت دیگر یکطرفہ کاروائی عمل میں لائی جائے گی۔ بحکم عدالت مہر عدالت [13,1154,343,1183]
notice: بعدالت سول جج کراچی مقدمہ نمبر 2025 سال بنام مسماۃ کو اطلاع دی جاتی ہے کہ آپ مورخہ 12-03-2025 کو 8:30 بجے صبح عدالت میں حاضر ہوں بصورت دیگر یکطرفہ کاروائی عمل میں لائی جائے گی۔ بحکم عدالت مہر عدالت [596,341,707,411]
notice: بعدالت سول جج کراچی مقدمہ نمبر 2025 سال بنام مسماۃ کو اطلاع دی جاتی ہے کہ آپ مورخہ 12-03-2025 کو 8:30 بجے صبح عدالت میں حاضر ہوں بصورت دیگر یکطرفہ کاروائی عمل میں لائی جائے گی۔ بحکم عدالت مہر عدالت Best-3 [714,35,845,105]
notice: بعدالت سول جج کراچی مقدمہ نمبر 2025 سال بنام مسماۃ کو اطلاع دی جاتی ہے کہ آپ مورخہ 12-03-2025 کو 8:30 بجے صبح عدالت میں حاضر ہوں بصورت دیگر یکطرفہ کاروائی عمل میں لائی جائے گی۔ بحکم عدالت مہر عدالت [714,1013,845,1074]
notice: بعدالت سول جج کراچی مقدمہ نمبر 2025 سال بنام مسماۃ کو اطلاع دی جاتی ہے کہ آپ مورخہ 12-03-2025 کو 8:30 بجے صبح عدالت میں حاضر ہوں بصورت دیگر یکطرفہ کاروائی عمل میں لائی جائے گی۔ بحکم عدالت مہر عدالت [596,490,707,560]
classified-body: بعدالت سول جج کراچی مقدمہ نمبر 2025 سال بنام مسماۃ کو اطلاع دی جاتی ہے کہ آپ مورخہ 12-03-2025 کو 8:30 بجے صبح عدالت میں حاضر ہوں بصورت دیگر یکطرفہ کاروائی عمل میں لائی جائے گی۔ بحکم عدالت مہر عدالت [851,715,959,792]
notice: بعدالت سول جج کراچی مقدمہ نمبر 2025 سال بنام مسماۃ کو اطلاع دی جاتی ہے کہ آپ مورخہ 12-03-2025 کو 8:30 بجے صبح عدالت میں حاضر ہوں بصورت دیگر یکطرفہ کاروائی عمل میں لائی جائے گی۔ بحکم عدالت مہر عدالت [596,786,707,856]
notice: بعدالت سول جج کراچی مقدمہ نمبر 2025 سال بنام مسماۃ کو اطلاع دی جاتی ہے کہ آپ مورخہ 12-03-2025 کو 8:30 بجے صبح عدالت میں حاضر ہوں بصورت دیگر یکطرفہ کاروائی عمل میں لائی جائے گی۔ بحکم عدالت مہر عدالت [478,860,589,930]
notice: بعدالت سول جج کراچی مقدمہ نمبر 2025 سال بنام مسماۃ کو اطلاع دی جاتی ہے کہ آپ مورخہ 12-03-2025 کو 8:30 بجے صبح عدالت میں حاضر ہوں بصورت دیگر یکطرفہ کاروائی عمل میں لائی جائے گی۔ بحکم عدالت مہر عدالت [4,341,115,411]
notice: بعدالت سول جج کراچی مقدمہ نمبر 2025 سال بنام مسماۃ کو اطلاع دی جاتی ہے کہ آپ مورخہ 12-03-2025 کو 8:30 بجے صبح عدالت میں حاضر ہوں بصورت دیگر یکطرفہ کاروائی عمل میں لائی جائے گی۔ بحکم عدالت مہر عدالت [360,1157,471,1227]
notice: بعدالت سول جج کراچی مقدمہ نمبر 2025 سال بنام مسماۃ کو اطلاع دی جاتی ہے کہ آپ مورخہ 12-03-2025 کو 8:30 بجے صبح عدالت میں حاضر ہوں بصورت دیگر یکطرفہ کاروائی عمل میں لائی جائے گی۔ بحکم عدالت مہر عدالت [478,786,589,856]
notice: بعدالت سول جج کراچی مقدمہ نمبر 2025 سال بنام مسماۃ کو اطلاع دی جاتی ہے کہ آپ مورخہ 12-03-2025 کو 8:30 بجے صبح عدالت میں حاضر ہوں بصورت دیگر یکطرفہ کاروائی عمل میں لائی جائے گی۔ بحکم عدالت مہر عدالت [4,267,115,337]
notice: بعدالت سول جج کراچی مقدمہ نمبر 2025 سال بنام مسماۃ کو اطلاع دی جاتی ہے کہ آپ مورخہ 12-03-2025 کو 8:30 بجے صبح عدالت میں حاضر ہوں بصورت دیگر یکطرفہ کاروائی عمل میں لائی جائے گی۔ بحکم عدالت مہر عدالت [714,561,845,622]
notice: بعدالت سول جج کراچی مقدمہ نمبر 2025 سال بنام مسماۃ کو اطلاع دی جاتی ہے کہ آپ مورخہ 12-03-2025 کو 8:30 بجے صبح عدالت میں حاضر ہوں بصورت دیگر یکطرفہ کاروائی عمل میں لائی جائے گی۔ بحکم عدالت مہر عدالت [360,119,471,189]
notice: بعدالت سول جج کراچی مقدمہ نمبر 2025 سال بنام مسماۃ کو اطلاع دی جاتی ہے کہ آپ مورخہ 12-03-2025 کو 8:30 بجے صبح عدالت میں حاضر ہوں بصورت دیگر یکطرفہ کاروائی عمل میں لائی جائے گی۔ بحکم عدالت مہر عدالت [596,267,707,337]
classifieds-column [848,18,960,1774]
